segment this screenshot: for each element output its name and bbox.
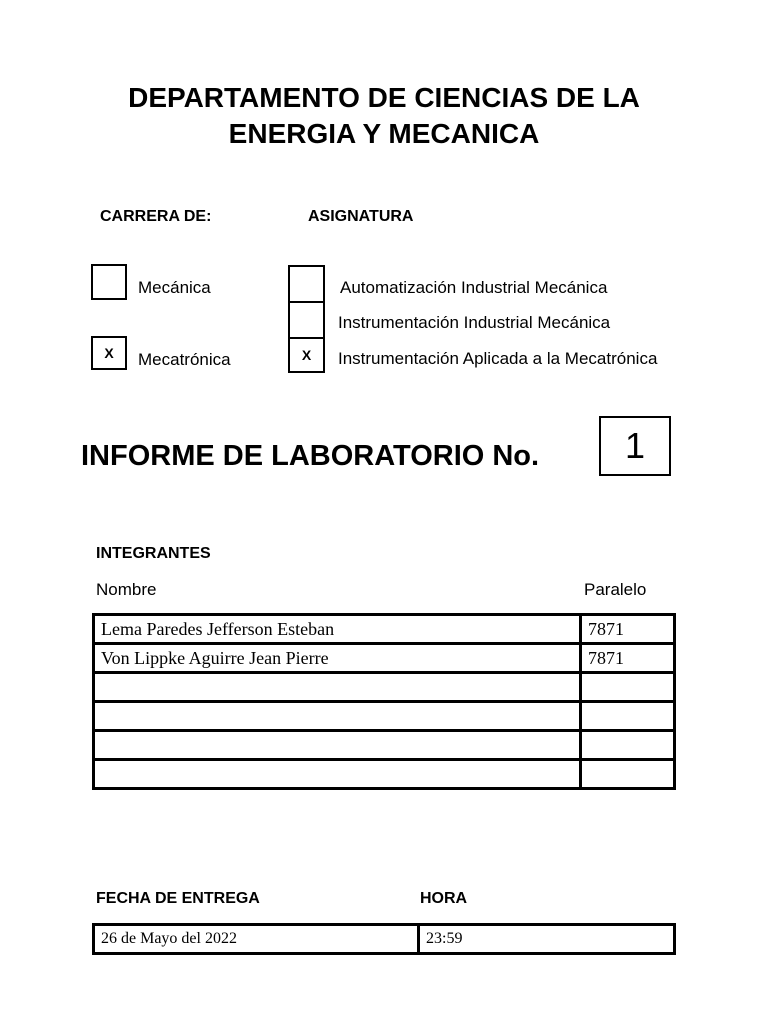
checkbox-automatizacion[interactable] — [288, 265, 325, 303]
checkbox-mecanica[interactable] — [91, 264, 127, 300]
option-label-mecanica: Mecánica — [138, 278, 211, 297]
option-label-automatizacion: Automatización Industrial Mecánica — [340, 278, 608, 297]
member-name-cell[interactable] — [94, 702, 581, 731]
asignatura-label: ASIGNATURA — [308, 208, 414, 225]
checkbox-instrumentacion-industrial[interactable] — [288, 301, 325, 339]
table-row — [94, 702, 675, 731]
entrega-table — [92, 923, 676, 955]
member-paralelo-cell[interactable] — [581, 760, 675, 789]
table-row — [94, 760, 675, 789]
page-title-line2: ENERGIA Y MECANICA — [228, 118, 540, 149]
option-label-instrumentacion-industrial: Instrumentación Industrial Mecánica — [338, 313, 611, 332]
member-paralelo-cell[interactable] — [581, 731, 675, 760]
table-row — [94, 673, 675, 702]
checkbox-instrumentacion-aplicada[interactable]: X — [288, 337, 325, 373]
page-title-line1: DEPARTAMENTO DE CIENCIAS DE LA — [128, 82, 640, 113]
column-header-paralelo: Paralelo — [584, 580, 647, 599]
member-name-cell[interactable]: Lema Paredes Jefferson Esteban — [94, 615, 581, 644]
member-name-cell[interactable] — [94, 760, 581, 789]
member-paralelo-cell[interactable]: 7871 — [581, 644, 675, 673]
column-header-nombre: Nombre — [96, 580, 157, 599]
member-name-cell[interactable] — [94, 731, 581, 760]
checkbox-mecatronica[interactable]: X — [91, 336, 127, 370]
fecha-value[interactable]: 26 de Mayo del 2022 — [94, 925, 419, 954]
table-row — [94, 731, 675, 760]
member-paralelo-cell[interactable] — [581, 673, 675, 702]
hora-label: HORA — [420, 890, 468, 907]
carrera-label: CARRERA DE: — [100, 208, 212, 225]
report-title: INFORME DE LABORATORIO No. — [81, 440, 540, 472]
member-name-cell[interactable]: Von Lippke Aguirre Jean Pierre — [94, 644, 581, 673]
report-number[interactable]: 1 — [599, 416, 671, 476]
table-row — [94, 615, 675, 644]
fecha-label: FECHA DE ENTREGA — [96, 890, 260, 907]
hora-value[interactable]: 23:59 — [419, 925, 675, 954]
integrantes-table — [92, 613, 676, 790]
table-row — [94, 925, 675, 954]
integrantes-heading: INTEGRANTES — [96, 545, 211, 562]
table-row — [94, 644, 675, 673]
member-paralelo-cell[interactable]: 7871 — [581, 615, 675, 644]
option-label-instrumentacion-aplicada: Instrumentación Aplicada a la Mecatrónica — [338, 349, 658, 368]
option-label-mecatronica: Mecatrónica — [138, 350, 231, 369]
member-paralelo-cell[interactable] — [581, 702, 675, 731]
member-name-cell[interactable] — [94, 673, 581, 702]
